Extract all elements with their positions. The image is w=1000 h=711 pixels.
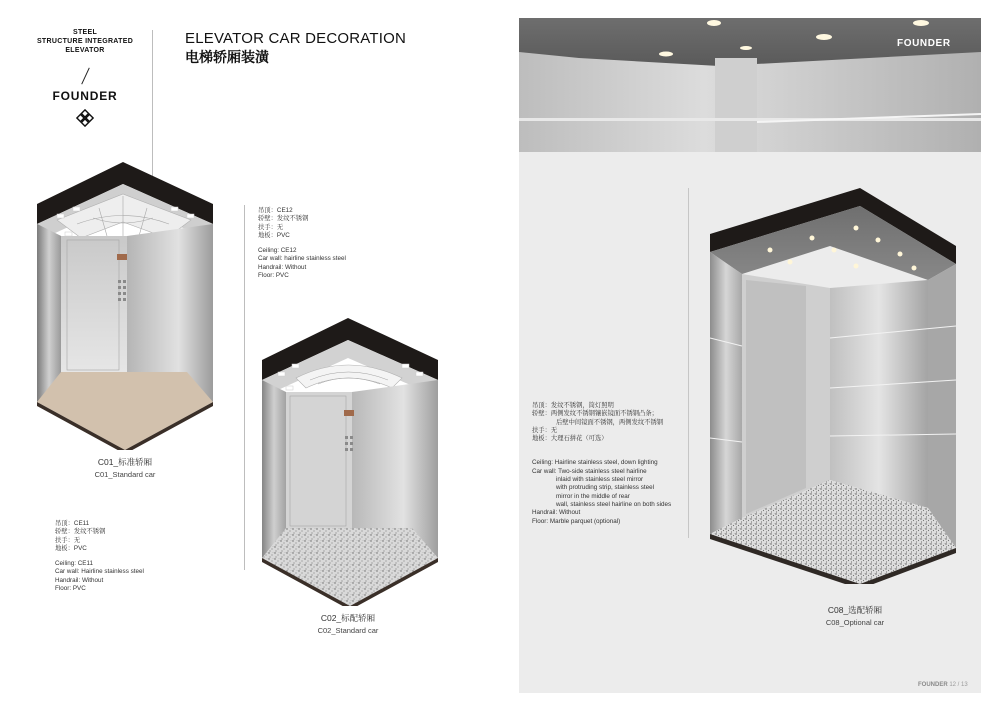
spec-c01-en-line: Ceiling: CE11 bbox=[55, 560, 94, 568]
brand-slash bbox=[81, 68, 90, 85]
spec-c01-en-line: Handrail: Without bbox=[55, 576, 104, 584]
page-footer bbox=[918, 682, 968, 688]
spec-c02-en-line: Car wall: hairline stainless steel bbox=[258, 255, 346, 263]
spec-c01-en-line: Floor: PVC bbox=[55, 585, 86, 593]
footer-page-number: 12 / 13 bbox=[949, 682, 968, 688]
car-c02-illustration bbox=[262, 318, 438, 606]
spec-c08-cn-line: 吊顶：发纹不锈钢，筒灯照明 bbox=[532, 402, 614, 409]
middle-divider bbox=[244, 205, 245, 570]
spec-c08-en-line: Handrail: Without bbox=[532, 509, 581, 517]
caption-c01 bbox=[60, 456, 190, 479]
car-c08-illustration bbox=[710, 188, 956, 584]
caption-c08-en: C08_Optional car bbox=[825, 618, 885, 627]
spec-c08-en-line: Floor: Marble parquet (optional) bbox=[532, 517, 621, 525]
spec-c02 bbox=[258, 207, 346, 280]
spec-c01-cn-line: 吊顶：CE11 bbox=[55, 520, 90, 527]
spec-c08-cn-line: 扶手：无 bbox=[532, 426, 558, 434]
caption-c01-cn: C01_标准轿厢 bbox=[97, 457, 153, 467]
spec-c02-cn-line: 吊顶：CE12 bbox=[258, 207, 293, 214]
brand-line-3: ELEVATOR bbox=[65, 47, 105, 54]
spec-c02-en-line: Ceiling: CE12 bbox=[258, 247, 297, 255]
spec-c08-en-line: Car wall: Two-side stainless steel hairline bbox=[532, 467, 647, 475]
spec-c08-cn-line: 后壁中间镜面不锈钢，两侧发纹不锈钢 bbox=[556, 418, 664, 426]
brand-line-1: STEEL bbox=[72, 29, 98, 36]
caption-c08 bbox=[790, 604, 920, 627]
spec-c01-cn-line: 地板：PVC bbox=[55, 544, 87, 552]
footer-brand: FOUNDER bbox=[918, 682, 948, 688]
spec-c01-cn-line: 轿壁：发纹不锈钢 bbox=[55, 528, 106, 536]
spec-c08-cn-line: 轿壁：两侧发纹不锈钢镶嵌镜面不锈钢凸条； bbox=[532, 410, 658, 418]
spec-c08-en-line: wall, stainless steel hairline on both sides bbox=[556, 500, 672, 508]
caption-c02-cn: C02_标配轿厢 bbox=[320, 613, 376, 623]
brand-block bbox=[0, 28, 170, 132]
caption-c08-cn: C08_选配轿厢 bbox=[827, 605, 883, 615]
spec-c02-en-line: Floor: PVC bbox=[258, 272, 289, 280]
caption-c01-en: C01_Standard car bbox=[94, 470, 156, 479]
spec-c02-cn-line: 地板：PVC bbox=[258, 231, 290, 239]
spec-c08-cn-line: 地板：大理石拼花（可选） bbox=[532, 435, 608, 443]
right-divider bbox=[688, 188, 689, 538]
spec-c01-en-line: Car wall: Hairline stainless steel bbox=[55, 568, 144, 576]
spec-c08-en-line: with protruding strip, stainless steel bbox=[556, 484, 654, 492]
caption-c02-en: C02_Standard car bbox=[317, 626, 379, 635]
spec-c01 bbox=[55, 520, 144, 593]
page-title-en: ELEVATOR CAR DECORATION bbox=[185, 30, 407, 47]
spec-c02-cn-line: 轿壁：发纹不锈钢 bbox=[258, 215, 309, 223]
spec-c08-en-line: Ceiling: Hairline stainless steel, down lighting bbox=[532, 459, 658, 467]
spec-c02-cn-line: 扶手：无 bbox=[258, 223, 284, 231]
spec-c01-cn-line: 扶手：无 bbox=[55, 536, 81, 544]
brand-knot-icon bbox=[76, 109, 94, 127]
caption-c02 bbox=[283, 612, 413, 635]
brand-name: FOUNDER bbox=[52, 89, 118, 103]
spec-c08 bbox=[532, 402, 671, 526]
banner-logo: FOUNDER bbox=[897, 38, 951, 49]
left-divider bbox=[152, 30, 153, 180]
spec-c08-en-line: inlaid with stainless steel mirror bbox=[556, 476, 644, 484]
spec-c08-en-line: mirror in the middle of rear bbox=[556, 492, 630, 500]
brand-line-2: STRUCTURE INTEGRATED bbox=[36, 38, 134, 45]
page-title-cn: 电梯轿厢装潢 bbox=[185, 49, 269, 65]
spec-c02-en-line: Handrail: Without bbox=[258, 263, 307, 271]
car-c01-illustration bbox=[37, 162, 213, 450]
